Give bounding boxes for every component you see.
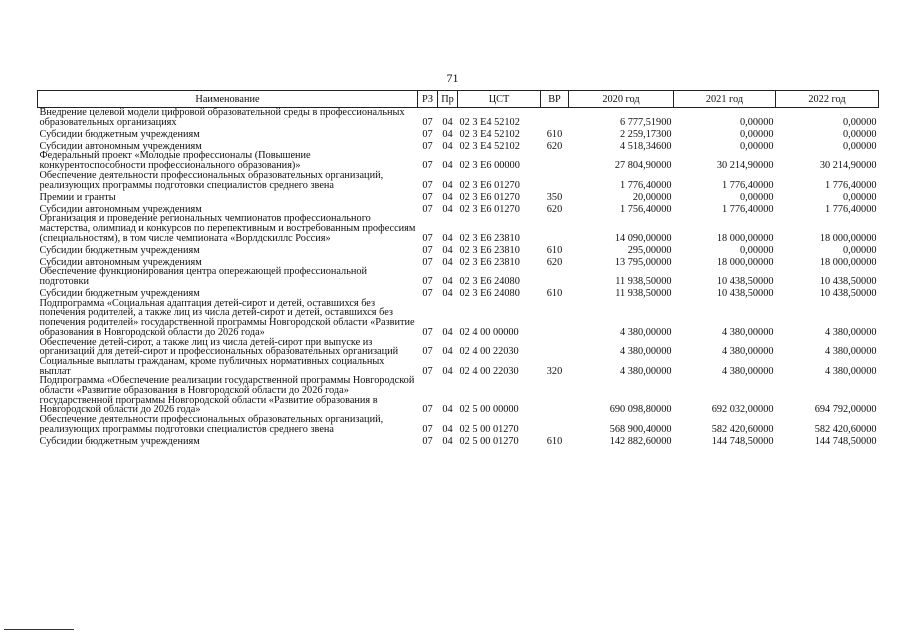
cell-2020: 4 380,00000 — [620, 365, 672, 377]
cell-rz: 07 — [422, 365, 433, 377]
cell-2020: 295,00000 — [627, 244, 672, 256]
cell-name: Социальные выплаты гражданам, кроме публичных нормативных социальных выплат — [39, 355, 385, 377]
cell-2020: 6 777,51900 — [620, 116, 672, 128]
cell-name: Обеспечение функционирования центра опережающей профессиональной подготовки — [39, 266, 368, 288]
cell-name: Обеспечение детей-сирот, а также лиц из числа детей-сирот при выпуске из организаций для детей-сирот и профессиональных образовательных организаций — [39, 336, 399, 358]
cell-2021: 0,00000 — [740, 244, 774, 256]
cell-2020: 4 518,34600 — [620, 140, 672, 152]
cell-name: Субсидии автономным учреждениям — [39, 256, 202, 268]
cell-vr: 610 — [546, 128, 563, 140]
cell-2022: 144 748,50000 — [814, 435, 877, 447]
cell-cst: 02 4 00 22030 — [459, 365, 519, 377]
cell-rz: 07 — [422, 326, 433, 338]
cell-rz: 07 — [422, 179, 433, 191]
cell-vr — [541, 171, 569, 190]
cell-rz: 07 — [422, 244, 433, 256]
cell-2022: 0,00000 — [843, 191, 877, 203]
cell-pr: 04 — [442, 203, 453, 215]
cell-vr: 350 — [546, 191, 563, 203]
cell-2020: 4 380,00000 — [620, 326, 672, 338]
cell-2020: 1 776,40000 — [620, 179, 672, 191]
cell-pr: 04 — [442, 244, 453, 256]
cell-rz: 07 — [422, 191, 433, 203]
cell-rz: 07 — [422, 256, 433, 268]
header-2021: 2021 год — [674, 91, 776, 108]
cell-2020: 690 098,80000 — [609, 404, 672, 416]
cell-cst: 02 5 00 01270 — [459, 423, 519, 435]
cell-vr: 620 — [546, 203, 563, 215]
cell-2020: 27 804,90000 — [614, 160, 672, 172]
cell-name: Субсидии автономным учреждениям — [39, 203, 202, 215]
cell-2022: 694 792,00000 — [814, 404, 877, 416]
cell-cst: 02 3 Е6 01270 — [459, 191, 520, 203]
table-row — [38, 415, 879, 434]
table-row — [38, 190, 879, 202]
cell-cst: 02 3 Е6 24080 — [459, 288, 520, 300]
cell-vr — [541, 376, 569, 415]
cell-pr: 04 — [442, 232, 453, 244]
cell-name: Субсидии бюджетным учреждениям — [39, 244, 200, 256]
cell-pr: 04 — [442, 160, 453, 172]
cell-pr: 04 — [442, 128, 453, 140]
cell-name: Субсидии бюджетным учреждениям — [39, 435, 200, 447]
cell-cst: 02 3 Е6 24080 — [459, 276, 520, 288]
cell-2021: 4 380,00000 — [722, 326, 774, 338]
cell-cst: 02 4 00 00000 — [459, 326, 519, 338]
cell-2022: 4 380,00000 — [825, 326, 877, 338]
cell-vr: 610 — [546, 244, 563, 256]
cell-2022: 18 000,00000 — [819, 232, 877, 244]
cell-cst: 02 3 Е6 01270 — [459, 179, 520, 191]
cell-2022: 18 000,00000 — [819, 256, 877, 268]
cell-2022: 4 380,00000 — [825, 346, 877, 358]
header-row — [38, 91, 879, 108]
cell-2021: 0,00000 — [740, 140, 774, 152]
cell-2020: 4 380,00000 — [620, 346, 672, 358]
cell-pr: 04 — [442, 256, 453, 268]
cell-name: Субсидии автономным учреждениям — [39, 140, 202, 152]
cell-rz: 07 — [422, 128, 433, 140]
cell-2021: 1 776,40000 — [722, 179, 774, 191]
table-row — [38, 171, 879, 190]
cell-2022: 10 438,50000 — [819, 276, 877, 288]
cell-2021: 18 000,00000 — [716, 256, 774, 268]
cell-2021: 10 438,50000 — [716, 288, 774, 300]
cell-2021: 144 748,50000 — [711, 435, 774, 447]
table-row — [38, 127, 879, 139]
table-row — [38, 214, 879, 243]
cell-rz: 07 — [422, 160, 433, 172]
cell-pr: 04 — [442, 435, 453, 447]
cell-2022: 4 380,00000 — [825, 365, 877, 377]
cell-pr: 04 — [442, 116, 453, 128]
cell-2021: 4 380,00000 — [722, 346, 774, 358]
cell-name: Подпрограмма «Обеспечение реализации государственной программы Новгородской области «Развитие образования в Новгородской области до 2026 года» государственной программы Новгородской области «Развитие образования в Новгородской области до 2026 года» — [39, 375, 415, 416]
table-row — [38, 267, 879, 286]
cell-2020: 142 882,60000 — [609, 435, 672, 447]
header-cst: ЦСТ — [458, 91, 541, 108]
cell-2020: 568 900,40000 — [609, 423, 672, 435]
cell-pr: 04 — [442, 276, 453, 288]
cell-2021: 30 214,90000 — [716, 160, 774, 172]
footnote-rule — [4, 629, 74, 630]
cell-rz: 07 — [422, 232, 433, 244]
table-row — [38, 338, 879, 357]
table-row — [38, 287, 879, 299]
cell-vr — [541, 151, 569, 170]
cell-rz: 07 — [422, 404, 433, 416]
table-body — [38, 108, 879, 447]
cell-pr: 04 — [442, 326, 453, 338]
budget-table — [37, 90, 879, 447]
cell-2021: 582 420,60000 — [711, 423, 774, 435]
table-row — [38, 151, 879, 170]
table-row — [38, 435, 879, 447]
cell-cst: 02 3 Е4 52102 — [459, 140, 520, 152]
cell-cst: 02 3 Е6 23810 — [459, 256, 520, 268]
cell-rz: 07 — [422, 423, 433, 435]
cell-vr — [541, 267, 569, 286]
cell-vr — [541, 299, 569, 338]
cell-name: Организация и проведение региональных чемпионатов профессионального мастерства, олимпиад и конкурсов по перепективным и востребованным профессиям (специальностям), в том числе чемпионата «Ворлдскиллс Россия» — [39, 213, 416, 244]
cell-pr: 04 — [442, 423, 453, 435]
cell-cst: 02 4 00 22030 — [459, 346, 519, 358]
cell-pr: 04 — [442, 404, 453, 416]
cell-2022: 582 420,60000 — [814, 423, 877, 435]
page-number: 71 — [446, 71, 459, 85]
cell-name: Обеспечение деятельности профессиональных образовательных организаций, реализующих программы подготовки специалистов среднего звена — [39, 169, 384, 191]
cell-rz: 07 — [422, 276, 433, 288]
cell-rz: 07 — [422, 116, 433, 128]
cell-vr — [541, 214, 569, 243]
cell-name: Премии и гранты — [39, 191, 116, 203]
cell-vr: 620 — [546, 256, 563, 268]
cell-2022: 0,00000 — [843, 140, 877, 152]
cell-2020: 14 090,00000 — [614, 232, 672, 244]
cell-rz: 07 — [422, 140, 433, 152]
cell-cst: 02 3 Е6 01270 — [459, 203, 520, 215]
cell-2022: 30 214,90000 — [819, 160, 877, 172]
header-rz: РЗ — [418, 91, 438, 108]
cell-2021: 0,00000 — [740, 116, 774, 128]
cell-cst: 02 3 Е6 23810 — [459, 244, 520, 256]
cell-pr: 04 — [442, 365, 453, 377]
table-row — [38, 243, 879, 255]
cell-2021: 0,00000 — [740, 191, 774, 203]
cell-2021: 692 032,00000 — [711, 404, 774, 416]
cell-2022: 1 776,40000 — [825, 203, 877, 215]
cell-cst: 02 3 Е4 52102 — [459, 116, 520, 128]
cell-2021: 0,00000 — [740, 128, 774, 140]
cell-cst: 02 5 00 00000 — [459, 404, 519, 416]
header-2022: 2022 год — [776, 91, 879, 108]
cell-pr: 04 — [442, 346, 453, 358]
cell-name: Внедрение целевой модели цифровой образовательной среды в профессиональных образовательных организациях — [39, 107, 405, 128]
cell-cst: 02 3 Е6 00000 — [459, 160, 520, 172]
cell-name: Субсидии бюджетным учреждениям — [39, 288, 200, 300]
cell-rz: 07 — [422, 435, 433, 447]
cell-2022: 0,00000 — [843, 244, 877, 256]
cell-cst: 02 5 00 01270 — [459, 435, 519, 447]
cell-2020: 20,00000 — [632, 191, 672, 203]
cell-vr: 610 — [546, 288, 563, 300]
cell-2020: 11 938,50000 — [615, 276, 672, 288]
cell-rz: 07 — [422, 203, 433, 215]
cell-cst: 02 3 Е6 23810 — [459, 232, 520, 244]
header-2020: 2020 год — [569, 91, 674, 108]
cell-2021: 1 776,40000 — [722, 203, 774, 215]
cell-2020: 1 756,40000 — [620, 203, 672, 215]
cell-2020: 2 259,17300 — [620, 128, 672, 140]
header-name: Наименование — [38, 91, 418, 108]
cell-name: Обеспечение деятельности профессиональных образовательных организаций, реализующих программы подготовки специалистов среднего звена — [39, 414, 384, 435]
cell-pr: 04 — [442, 191, 453, 203]
cell-name: Субсидии бюджетным учреждениям — [39, 128, 200, 140]
cell-2022: 10 438,50000 — [819, 288, 877, 300]
cell-rz: 07 — [422, 288, 433, 300]
header-vr: ВР — [541, 91, 569, 108]
cell-2022: 1 776,40000 — [825, 179, 877, 191]
cell-pr: 04 — [442, 179, 453, 191]
cell-vr — [541, 108, 569, 128]
cell-pr: 04 — [442, 288, 453, 300]
cell-2020: 13 795,00000 — [614, 256, 672, 268]
cell-vr — [541, 338, 569, 357]
cell-vr: 610 — [546, 435, 563, 447]
cell-2021: 10 438,50000 — [716, 276, 774, 288]
table-row — [38, 376, 879, 415]
cell-2021: 18 000,00000 — [716, 232, 774, 244]
cell-2022: 0,00000 — [843, 116, 877, 128]
table-row — [38, 357, 879, 376]
cell-2021: 4 380,00000 — [722, 365, 774, 377]
cell-cst: 02 3 Е4 52102 — [459, 128, 520, 140]
cell-vr — [541, 415, 569, 434]
header-pr: Пр — [438, 91, 458, 108]
cell-name: Федеральный проект «Молодые профессионалы (Повышение конкурентоспособности профессионального образования)» — [39, 150, 311, 172]
cell-rz: 07 — [422, 346, 433, 358]
table-row — [38, 299, 879, 338]
cell-pr: 04 — [442, 140, 453, 152]
cell-vr: 320 — [546, 365, 563, 377]
cell-name: Подпрограмма «Социальная адаптация детей-сирот и детей, оставшихся без попечения родителей, а также лиц из числа детей-сирот и детей, оставшихся без попечения родителей» государственной программы Новгородской области «Развитие образования в Новгородской области до 2026 года» — [39, 297, 415, 338]
cell-2020: 11 938,50000 — [615, 288, 672, 300]
cell-vr: 620 — [546, 140, 563, 152]
table-row — [38, 108, 879, 128]
table-header — [38, 91, 879, 108]
cell-2022: 0,00000 — [843, 128, 877, 140]
